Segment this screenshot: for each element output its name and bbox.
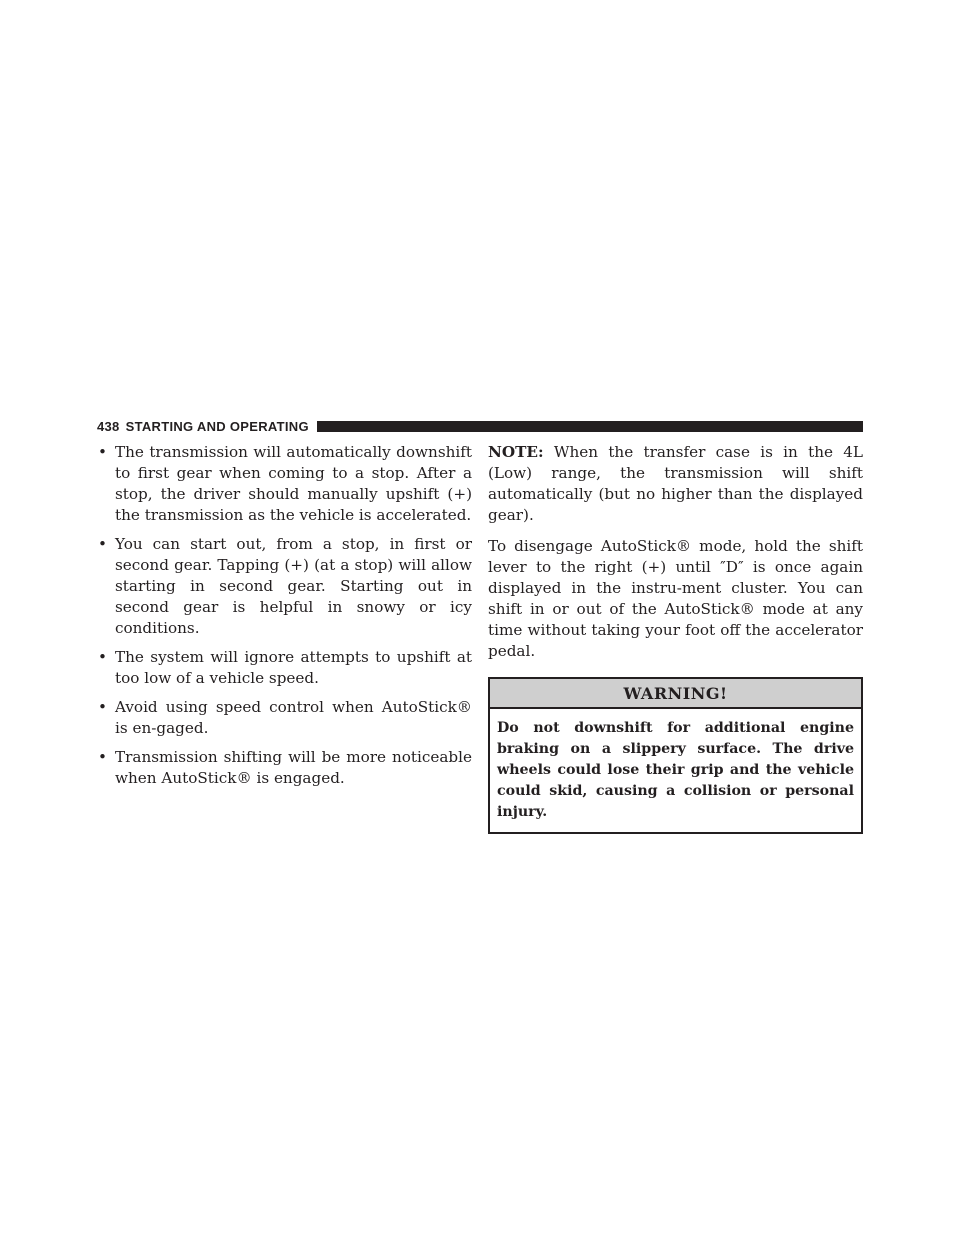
bullet-list: [97, 442, 472, 789]
section-title: STARTING AND OPERATING: [125, 418, 309, 434]
list-item: • The system will ignore attempts to upshift at too low of a vehicle speed.: [97, 647, 472, 689]
page-number: 438: [97, 418, 120, 434]
left-column: [97, 442, 472, 797]
note-paragraph: [488, 442, 863, 526]
warning-title: WARNING!: [490, 679, 861, 709]
page-header: [97, 418, 863, 434]
list-item: • Transmission shifting will be more noticeable when AutoStick® is engaged.: [97, 747, 472, 789]
right-column: [488, 442, 863, 834]
note-label: NOTE:: [488, 443, 544, 461]
warning-box: [488, 677, 863, 834]
disengage-paragraph: To disengage AutoStick® mode, hold the shift lever to the right (+) until ″D″ is once again displayed in the instru-ment cluster. You can shift in or out of the AutoStick® mode at any time without taking your foot off the accelerator pedal.: [488, 537, 863, 660]
header-rule: [317, 421, 863, 432]
warning-body: Do not downshift for additional engine braking on a slippery surface. The drive wheels could lose their grip and the vehicle could skid, causing a collision or personal injury.: [497, 720, 854, 820]
list-item: • You can start out, from a stop, in first or second gear. Tapping (+) (at a stop) will allow starting in second gear. Starting out in second gear is helpful in snowy or icy conditions.: [97, 534, 472, 639]
note-text: When the transfer case is in the 4L (Low) range, the transmission will shift automatically (but no higher than the displayed gear).: [488, 443, 863, 524]
list-item: • Avoid using speed control when AutoStick® is en-gaged.: [97, 697, 472, 739]
list-item: • The transmission will automatically downshift to first gear when coming to a stop. After a stop, the driver should manually upshift (+) the transmission as the vehicle is accelerated.: [97, 442, 472, 526]
